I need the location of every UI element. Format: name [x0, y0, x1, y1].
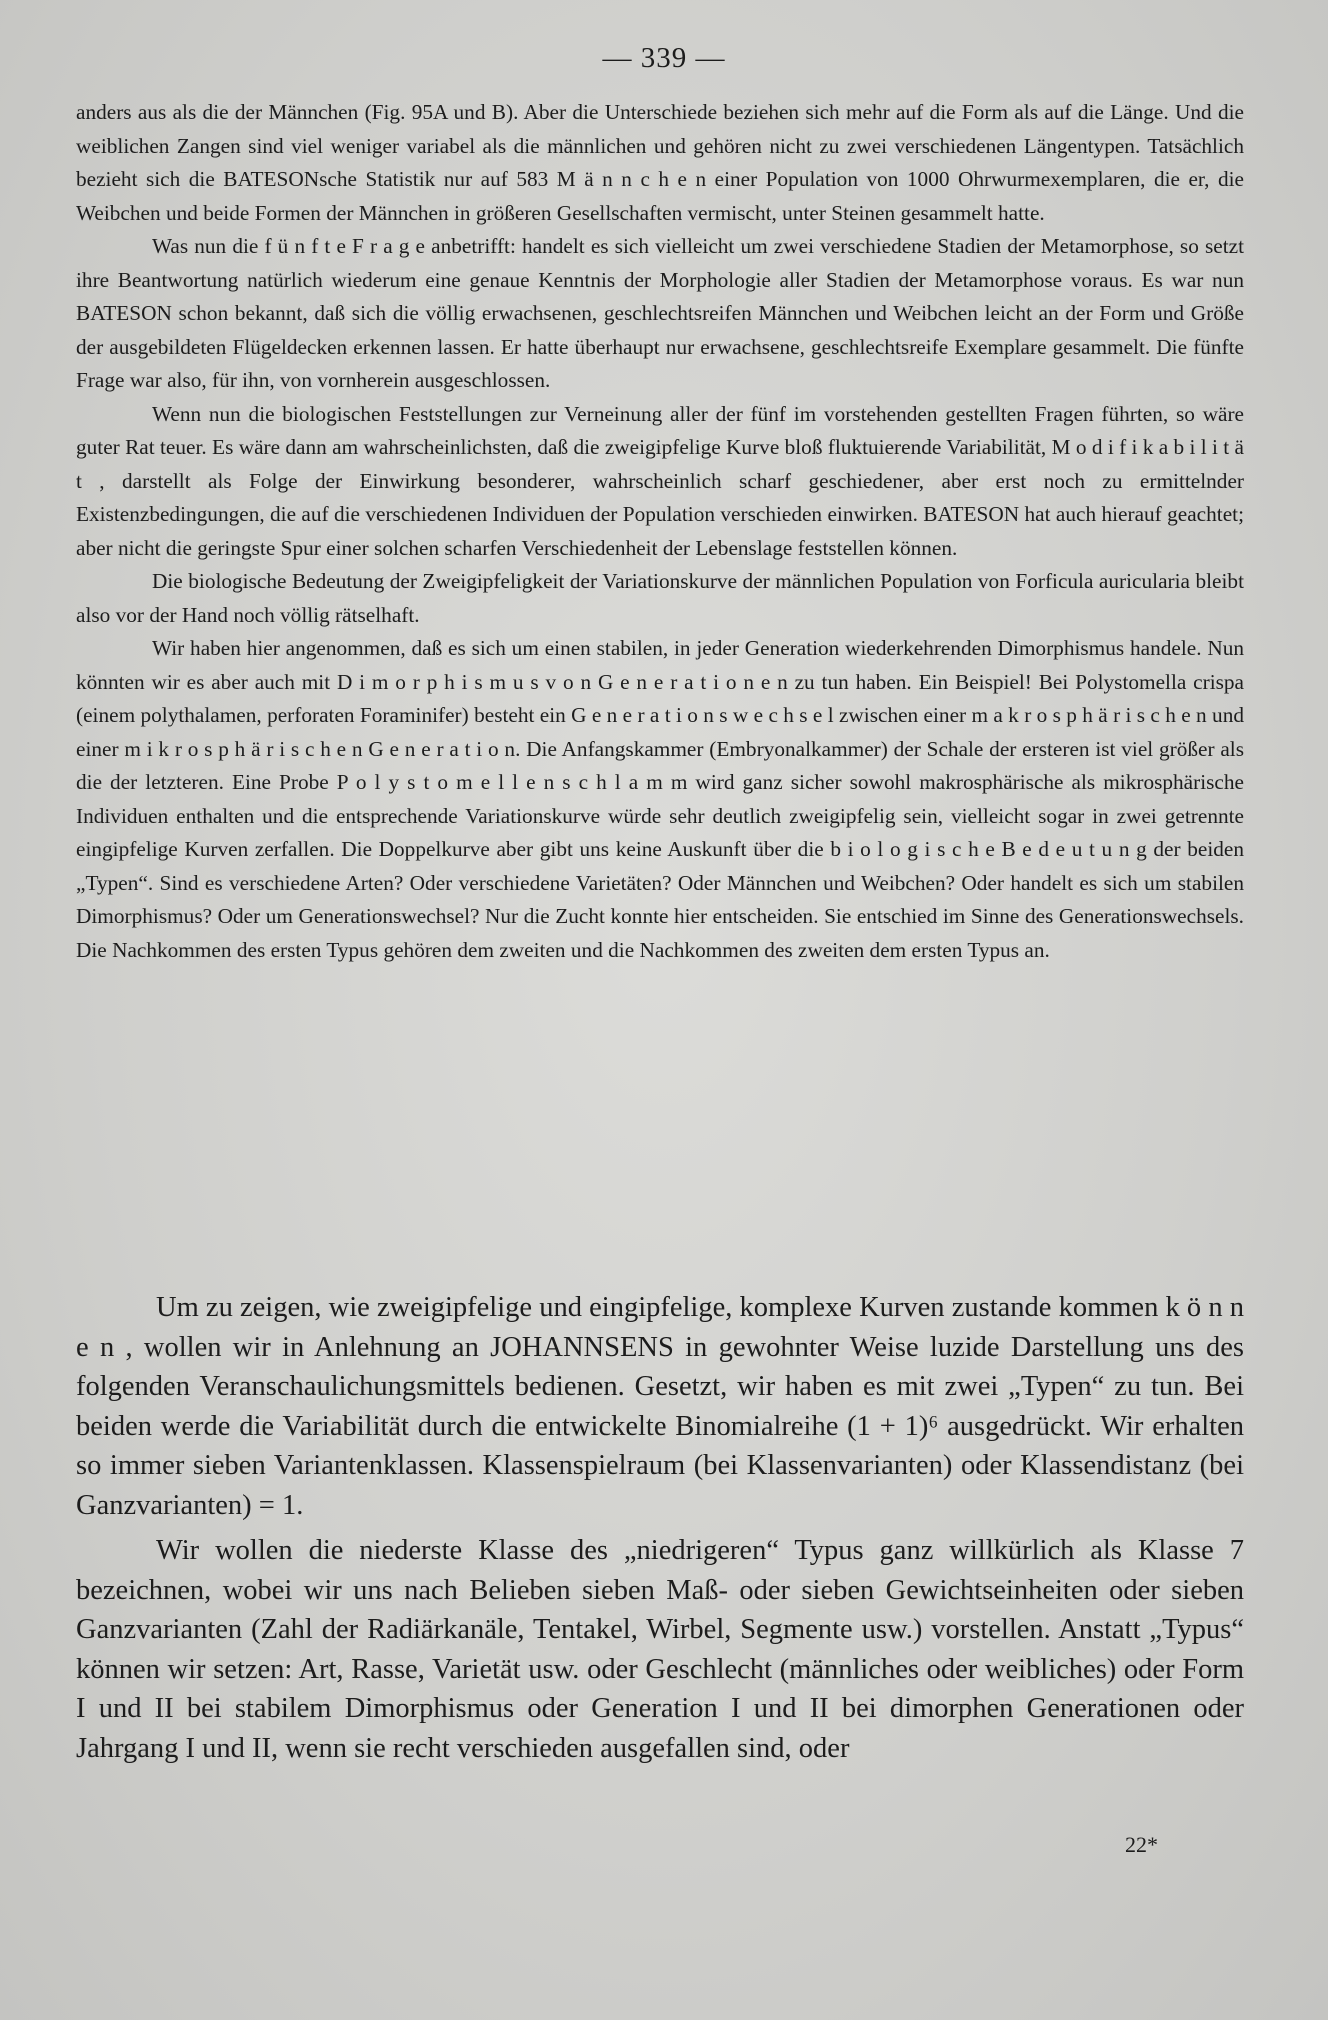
paragraph-binomial-illustration: Um zu zeigen, wie zweigipfelige und eingipfelige, komplexe Kurven zustande kommen k ö n n e n , wollen wir in Anlehnung an JOHANNSENS in gewohnter Weise luzide Darstellung uns des folgenden Veranschaulichungsmittels bedienen. Gesetzt, wir haben es mit zwei „Typen“ zu tun. Bei beiden werde die Variabilität durch die entwickelte Binomialreihe (1 + 1)⁶ ausgedrückt. Wir erhalten so immer sieben Variantenklassen. Klassenspielraum (bei Klassenvarianten) oder Klassendistanz (bei Ganzvarianten) = 1.	[76, 1292, 1244, 1521]
paragraph-continuation: anders aus als die der Männchen (Fig. 95A und B). Aber die Unterschiede beziehen sich mehr auf die Form als auf die Länge. Und die weiblichen Zangen sind viel weniger variabel als die männlichen und gehören nicht zu zwei verschiedenen Längentypen. Tatsächlich bezieht sich die BATESONsche Statistik nur auf 583 M ä n n c h e n einer Population von 1000 Ohrwurmexemplaren, die er, die Weibchen und beide Formen der Männchen in größeren Gesellschaften vermischt, unter Steinen gesammelt hatte.	[76, 100, 1244, 225]
page-number: — 339 —	[602, 42, 726, 74]
signature-mark: 22*	[1125, 1832, 1158, 1857]
paragraph-fifth-question: Was nun die f ü n f t e F r a g e anbetrifft: handelt es sich vielleicht um zwei verschiedene Stadien der Metamorphose, so setzt ihre Beantwortung natürlich wiederum eine genaue Kenntnis der Morphologie aller Stadien der Metamorphose voraus. Es war nun BATESON schon bekannt, daß sich die völlig erwachsenen, geschlechtsreifen Männchen und Weibchen leicht an der Form und Größe der ausgebildeten Flügeldecken erkennen lassen. Er hatte überhaupt nur erwachsene, geschlechtsreife Exemplare gesammelt. Die fünfte Frage war also, für ihn, von vornherein ausgeschlossen.	[76, 234, 1244, 392]
paragraph-class-seven: Wir wollen die niederste Klasse des „niedrigeren“ Typus ganz willkürlich als Klasse 7 bezeichnen, wobei wir uns nach Belieben sieben Maß- oder sieben Gewichtseinheiten oder sieben Ganzvarianten (Zahl der Radiärkanäle, Tentakel, Wirbel, Segmente usw.) vorstellen. Anstatt „Typus“ können wir setzen: Art, Rasse, Varietät usw. oder Geschlecht (männliches oder weibliches) oder Form I und II bei stabilem Dimorphismus oder Generation I und II bei dimorphen Generationen oder Jahrgang I und II, wenn sie recht verschieden ausgefallen sind, oder	[76, 1535, 1244, 1764]
small-print-section	[76, 96, 1244, 967]
large-print-section	[76, 1288, 1244, 1768]
paragraph-biological-findings: Wenn nun die biologischen Feststellungen zur Verneinung aller der fünf im vorstehenden gestellten Fragen führten, so wäre guter Rat teuer. Es wäre dann am wahrscheinlichsten, daß die zweigipfelige Kurve bloß fluktuierende Variabilität, M o d i f i k a b i l i t ä t , darstellt als Folge der Einwirkung besonderer, wahrscheinlich scharf geschiedener, aber erst noch zu ermittelnder Existenzbedingungen, die auf die verschiedenen Individuen der Population verschieden einwirken. BATESON hat auch hierauf geachtet; aber nicht die geringste Spur einer solchen scharfen Verschiedenheit der Lebenslage feststellen können.	[76, 401, 1244, 560]
paragraph-forficula-meaning: Die biologische Bedeutung der Zweigipfeligkeit der Variationskurve der männlichen Population von Forficula auricularia bleibt also vor der Hand noch völlig rätselhaft.	[76, 569, 1244, 627]
paragraph-polystomella-example: Wir haben hier angenommen, daß es sich um einen stabilen, in jeder Generation wiederkehrenden Dimorphismus handele. Nun könnten wir es aber auch mit D i m o r p h i s m u s v o n G e n e r a t i o n e n zu tun haben. Ein Beispiel! Bei Polystomella crispa (einem polythalamen, perforaten Foraminifer) besteht ein G e n e r a t i o n s w e c h s e l zwischen einer m a k r o s p h ä r i s c h e n und einer m i k r o s p h ä r i s c h e n G e n e r a t i o n. Die Anfangskammer (Embryonalkammer) der Schale der ersteren ist viel größer als die der letzteren. Eine Probe P o l y s t o m e l l e n s c h l a m m wird ganz sicher sowohl makrosphärische als mikrosphärische Individuen enthalten und die entsprechende Variationskurve würde sehr deutlich zweigipfelig sein, vielleicht sogar in zwei getrennte eingipfelige Kurven zerfallen. Die Doppelkurve aber gibt uns keine Auskunft über die b i o l o g i s c h e B e d e u t u n g der beiden „Typen“. Sind es verschiedene Arten? Oder verschiedene Varietäten? Oder Männchen und Weibchen? Oder handelt es sich um stabilen Dimorphismus? Oder um Generationswechsel? Nur die Zucht konnte hier entscheiden. Sie entschied im Sinne des Generationswechsels. Die Nachkommen des ersten Typus gehören dem zweiten und die Nachkommen des zweiten dem ersten Typus an.	[76, 636, 1244, 962]
